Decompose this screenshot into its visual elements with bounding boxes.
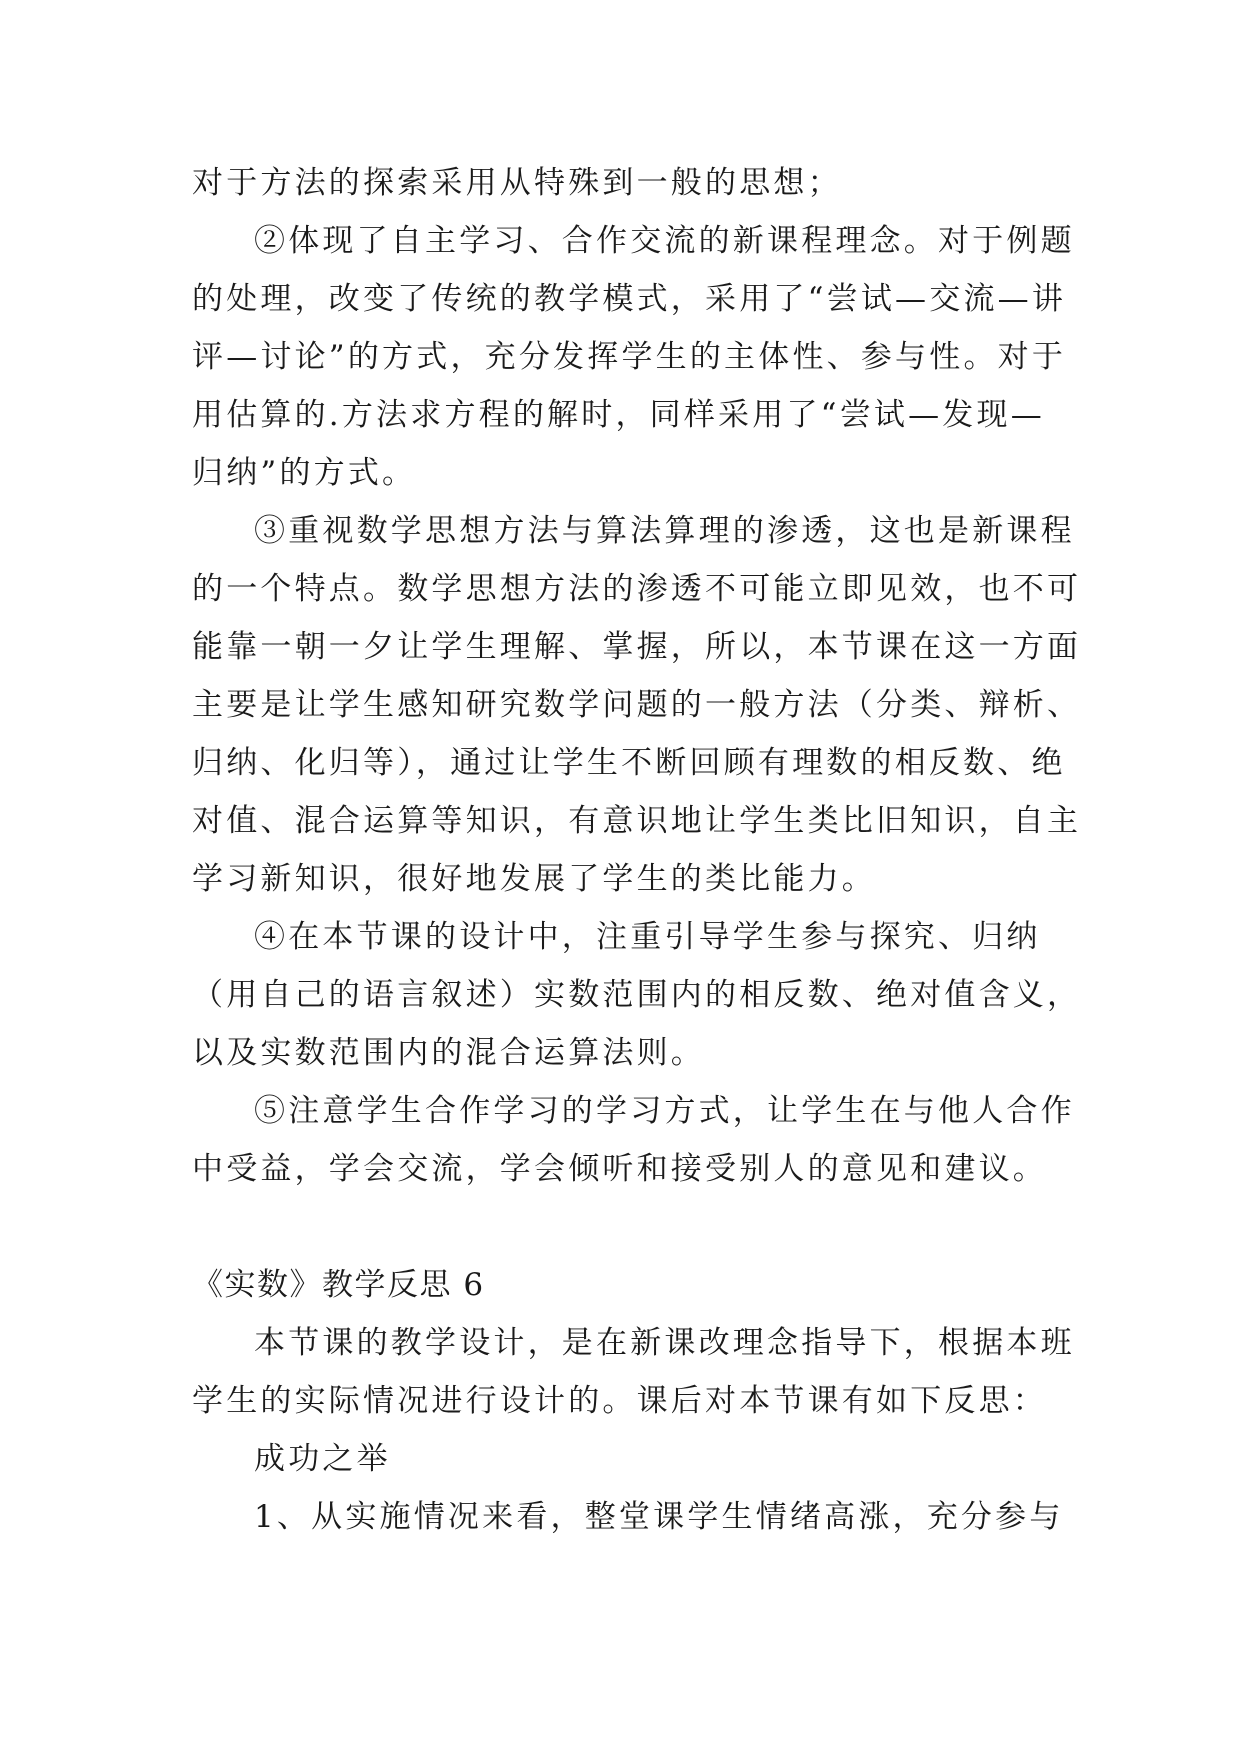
paragraph-line: 的一个特点。数学思想方法的渗透不可能立即见效，也不可 [192,571,1082,607]
paragraph-line: 以及实数范围内的混合运算法则。 [192,1035,705,1071]
paragraph-line: ⑤注意学生合作学习的学习方式，让学生在与他人合作 [254,1093,1075,1129]
paragraph-line: 归纳、化归等），通过让学生不断回顾有理数的相反数、绝 [192,745,1066,781]
paragraph-line: 对于方法的探索采用从特殊到一般的思想； [192,165,842,201]
paragraph-line: 中受益，学会交流，学会倾听和接受别人的意见和建议。 [192,1151,1047,1187]
paragraph-line: 用估算的.方法求方程的解时，同样采用了“尝试—发现— [192,397,1045,433]
paragraph-line: 对值、混合运算等知识，有意识地让学生类比旧知识，自主 [192,803,1082,839]
paragraph-line: ④在本节课的设计中，注重引导学生参与探究、归纳 [254,919,1041,955]
subheading: 成功之举 [254,1441,391,1477]
paragraph-line: 1、从实施情况来看，整堂课学生情绪高涨，充分参与 [254,1499,1064,1535]
paragraph-line: 学习新知识，很好地发展了学生的类比能力。 [192,861,876,897]
paragraph-line: 主要是让学生感知研究数学问题的一般方法（分类、辩析、 [192,687,1082,723]
paragraph-line: 能靠一朝一夕让学生理解、掌握，所以，本节课在这一方面 [192,629,1082,665]
paragraph-line: 评—讨论”的方式，充分发挥学生的主体性、参与性。对于 [192,339,1067,375]
paragraph-line: ③重视数学思想方法与算法算理的渗透，这也是新课程 [254,513,1075,549]
paragraph-line: 的处理，改变了传统的教学模式，采用了“尝试—交流—讲 [192,281,1067,317]
paragraph-line: 学生的实际情况进行设计的。课后对本节课有如下反思： [192,1383,1047,1419]
section-heading: 《实数》教学反思 6 [192,1267,485,1303]
paragraph-line: 本节课的教学设计，是在新课改理念指导下，根据本班 [254,1325,1075,1361]
paragraph-line: 归纳”的方式。 [192,455,417,491]
paragraph-line: （用自己的语言叙述）实数范围内的相反数、绝对值含义， [192,977,1082,1013]
paragraph-line: ②体现了自主学习、合作交流的新课程理念。对于例题 [254,223,1075,259]
